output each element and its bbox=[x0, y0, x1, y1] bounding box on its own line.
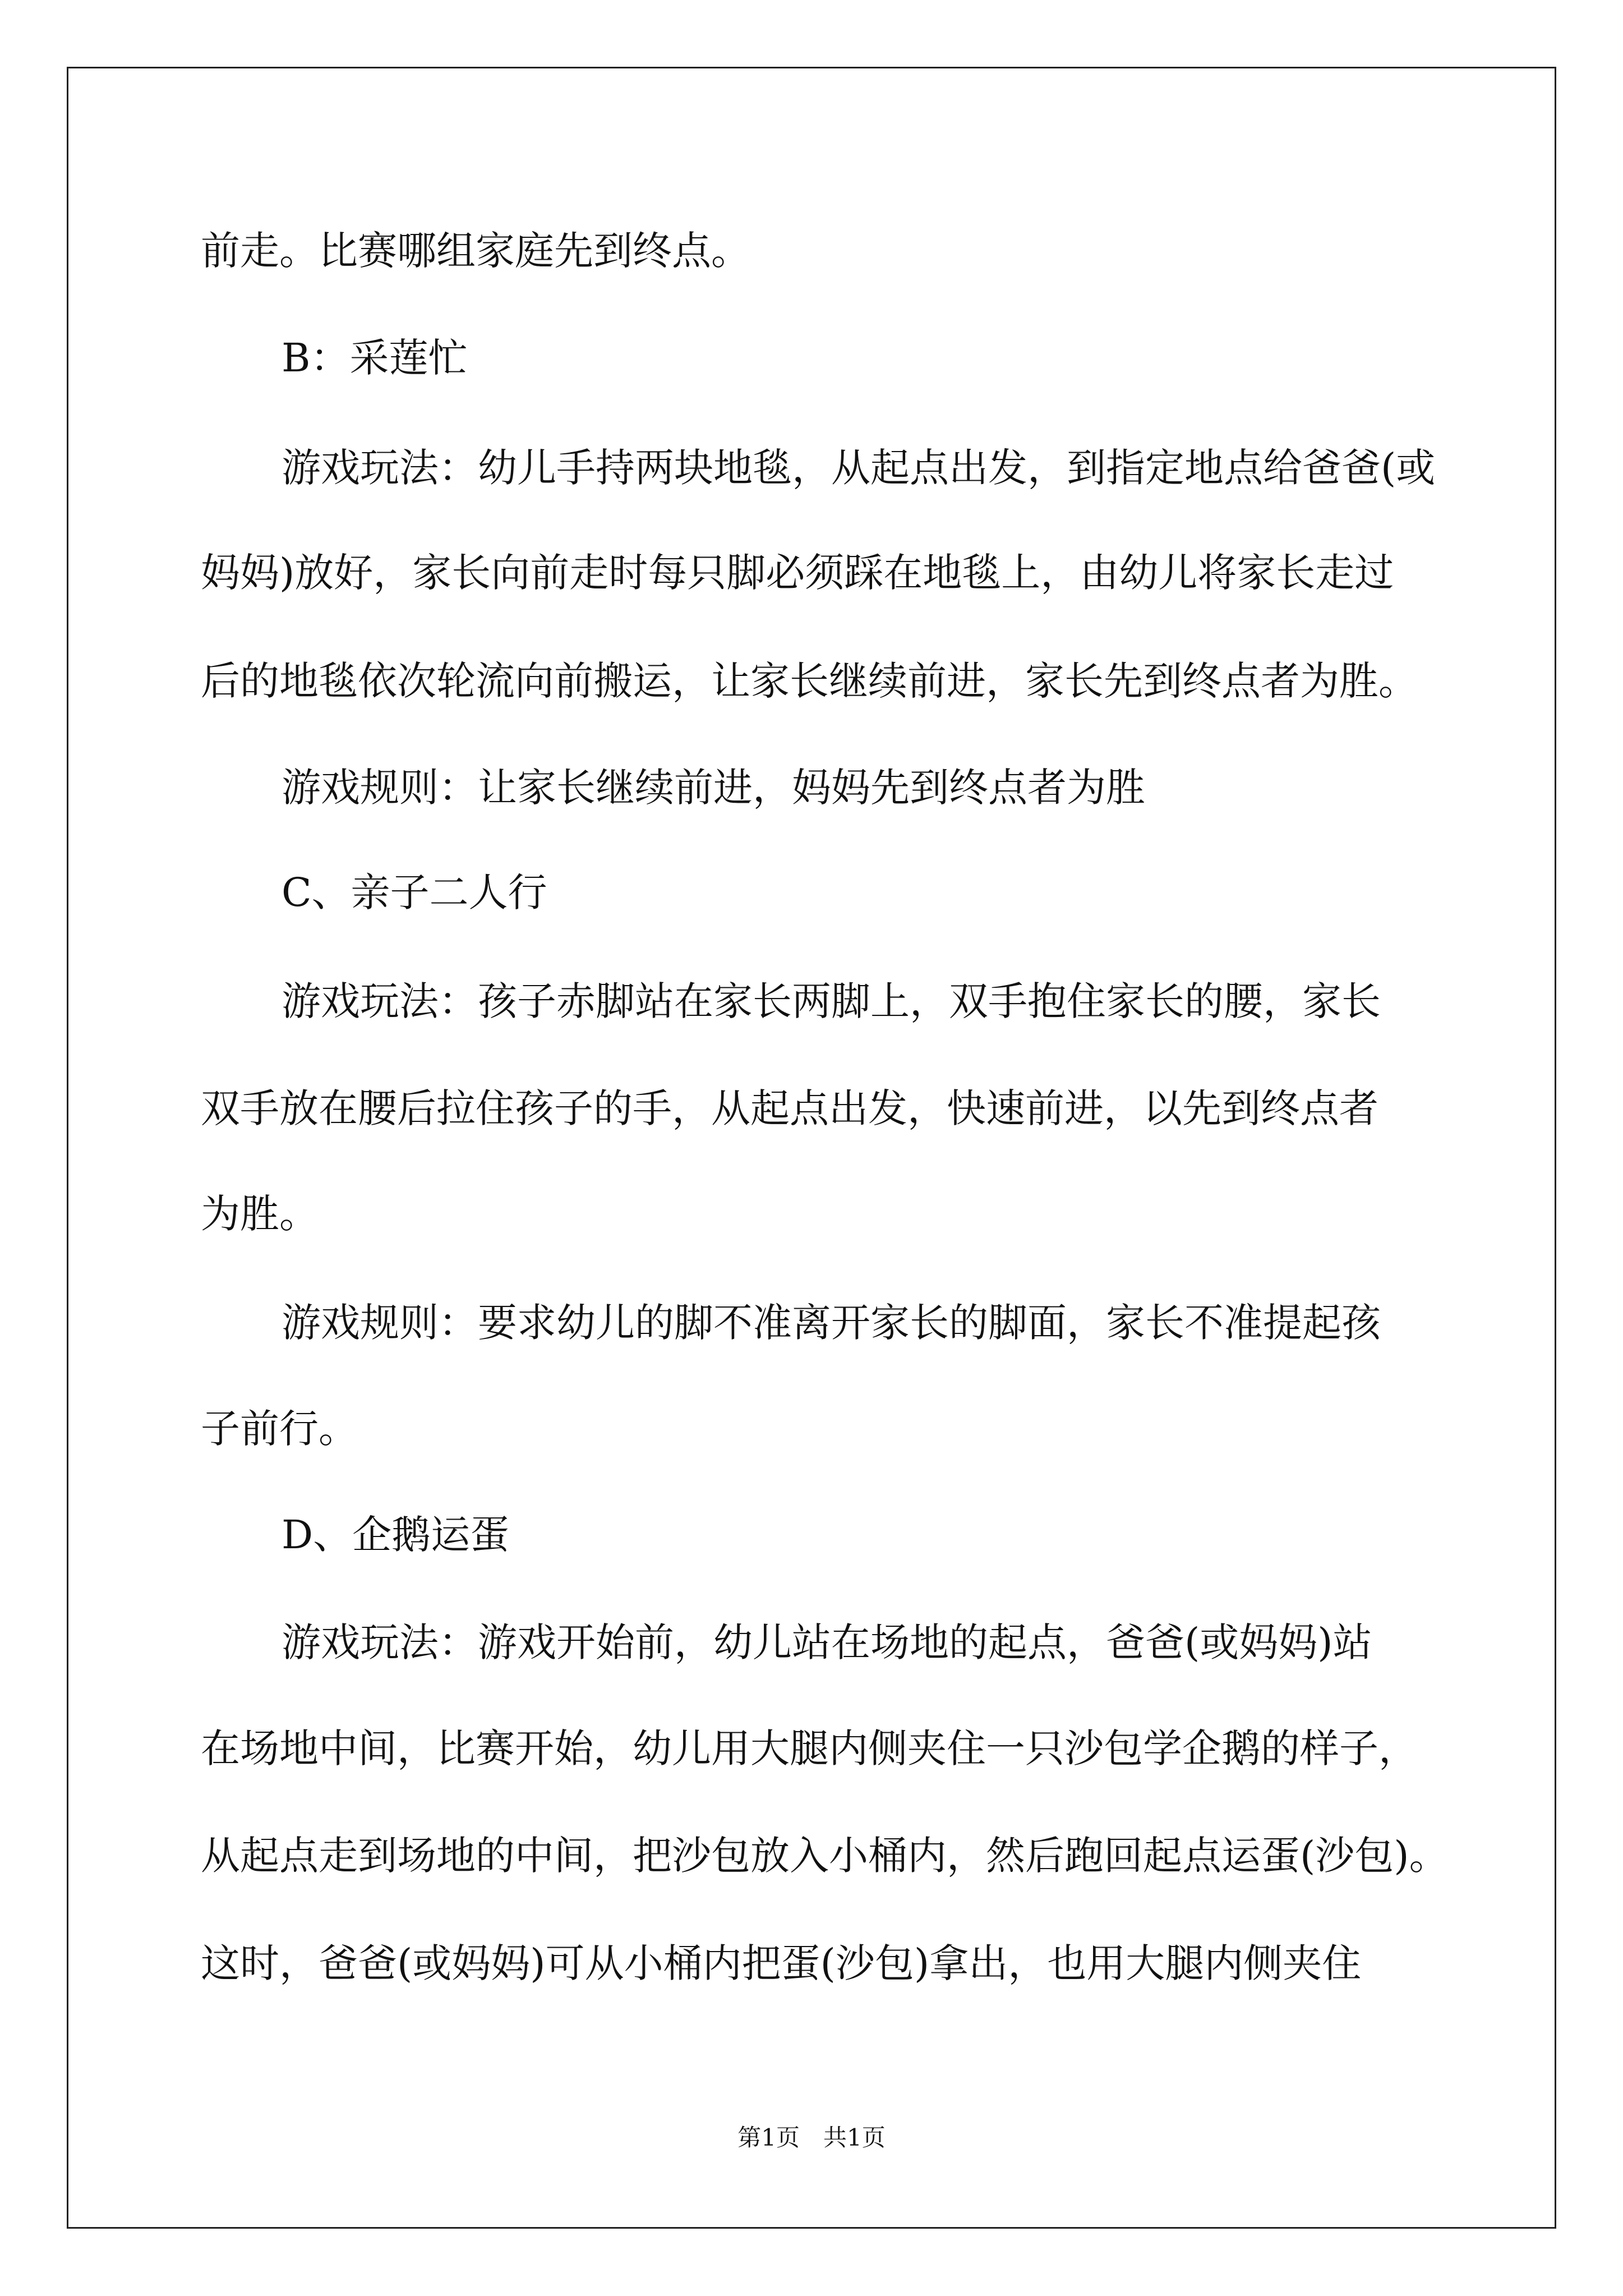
section-heading-c: C、亲子二人行 bbox=[282, 869, 547, 915]
page-border bbox=[67, 67, 1556, 2229]
text-line-15: 在场地中间，比赛开始，幼儿用大腿内侧夹住一只沙包学企鹅的样子， bbox=[201, 1726, 1418, 1772]
text-line-8: 游戏玩法：孩子赤脚站在家长两脚上，双手抱住家长的腰，家长 bbox=[282, 978, 1381, 1024]
text-line-4: 妈妈)放好，家长向前走时每只脚必须踩在地毯上，由幼儿将家长走过 bbox=[201, 550, 1394, 596]
text-line-3: 游戏玩法：幼儿手持两块地毯，从起点出发，到指定地点给爸爸(或 bbox=[282, 445, 1436, 491]
text-line-9: 双手放在腰后拉住孩子的手，从起点出发，快速前进，以先到终点者 bbox=[201, 1085, 1378, 1131]
text-line-17: 这时，爸爸(或妈妈)可从小桶内把蛋(沙包)拿出，也用大腿内侧夹住 bbox=[201, 1940, 1362, 1986]
text-line-6: 游戏规则：让家长继续前进，妈妈先到终点者为胜 bbox=[282, 765, 1145, 811]
text-line-14: 游戏玩法：游戏开始前，幼儿站在场地的起点，爸爸(或妈妈)站 bbox=[282, 1619, 1372, 1665]
text-line-11: 游戏规则：要求幼儿的脚不准离开家长的脚面，家长不准提起孩 bbox=[282, 1300, 1381, 1346]
text-line-5: 后的地毯依次轮流向前搬运，让家长继续前进，家长先到终点者为胜。 bbox=[201, 658, 1418, 704]
text-line-12: 子前行。 bbox=[201, 1406, 358, 1452]
section-heading-d: D、企鹅运蛋 bbox=[282, 1512, 510, 1558]
section-heading-b: B：采莲忙 bbox=[282, 335, 468, 381]
text-line-1: 前走。比赛哪组家庭先到终点。 bbox=[201, 228, 750, 274]
page-footer: 第1页 共1页 bbox=[737, 2124, 886, 2151]
text-line-10: 为胜。 bbox=[201, 1191, 319, 1237]
text-line-16: 从起点走到场地的中间，把沙包放入小桶内，然后跑回起点运蛋(沙包)。 bbox=[201, 1833, 1449, 1879]
